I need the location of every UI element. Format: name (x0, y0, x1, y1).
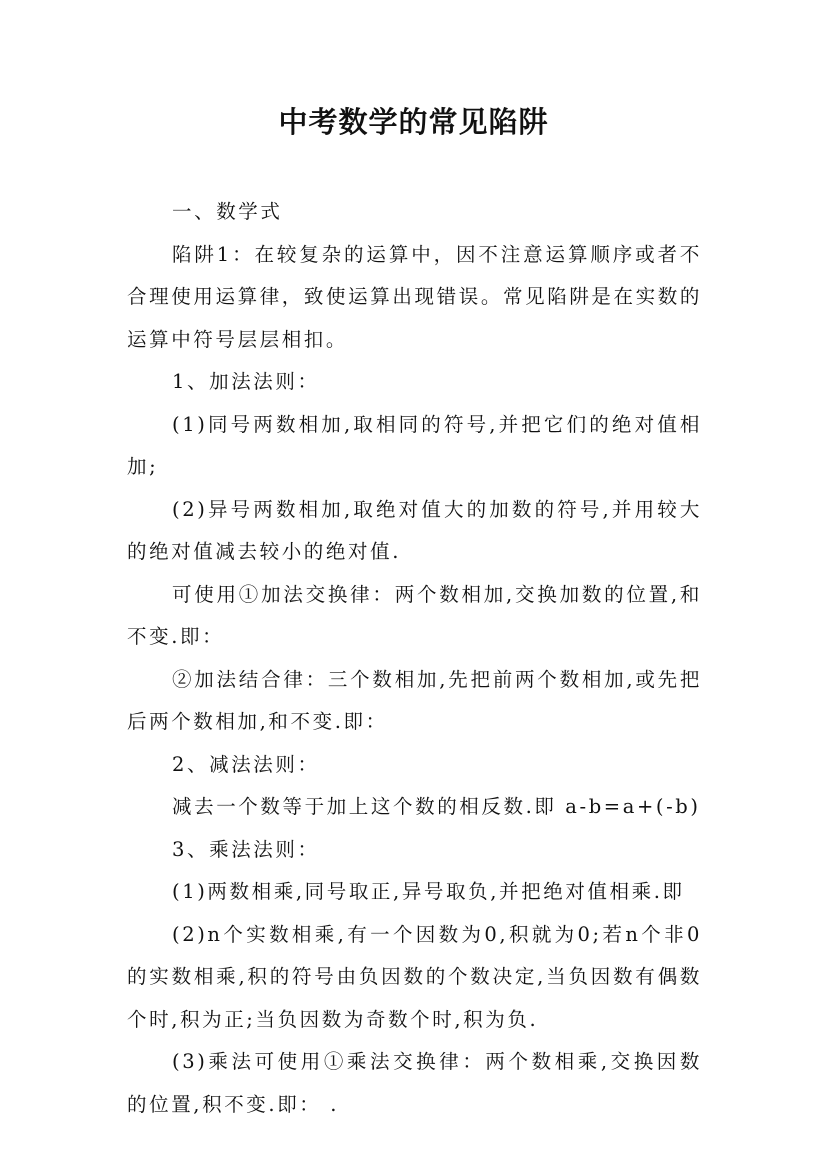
paragraph: (1)两数相乘,同号取正,异号取负,并把绝对值相乘.即 (172, 880, 685, 903)
subsection-heading: 1、加法法则： (172, 370, 320, 393)
paragraph: (1)同号两数相加,取相同的符号,并把它们的绝对值相加; (127, 412, 702, 478)
document-title: 中考数学的常见陷阱 (278, 105, 549, 139)
paragraph: 可使用①加法交换律：两个数相加,交换加数的位置,和不变.即： (127, 582, 702, 648)
paragraph: (3)乘法可使用①乘法交换律：两个数相乘,交换因数的位置,积不变.即： . (127, 1050, 702, 1116)
subsection-heading: 2、减法法则： (172, 752, 320, 776)
paragraph: ②加法结合律：三个数相加,先把前两个数相加,或先把后两个数相加,和不变.即： (127, 667, 702, 733)
paragraph: 减去一个数等于加上这个数的相反数.即 a-b=a+(-b) (172, 795, 701, 818)
subsection-heading: 3、乘法法则： (172, 837, 320, 861)
paragraph: (2)n个实数相乘,有一个因数为0,积就为0;若n个非0的实数相乘,积的符号由负因数的个数决定,当负因数有偶数个时,积为正;当负因数为奇数个时,积为负. (127, 922, 702, 1031)
document-body (127, 191, 702, 1126)
paragraph: 陷阱1：在较复杂的运算中，因不注意运算顺序或者不合理使用运算律，致使运算出现错误。常见陷阱是在实数的运算中符号层层相扣。 (127, 242, 702, 351)
section-heading: 一、数学式 (172, 200, 283, 223)
paragraph: (2)异号两数相加,取绝对值大的加数的符号,并用较大的绝对值减去较小的绝对值. (127, 497, 702, 563)
